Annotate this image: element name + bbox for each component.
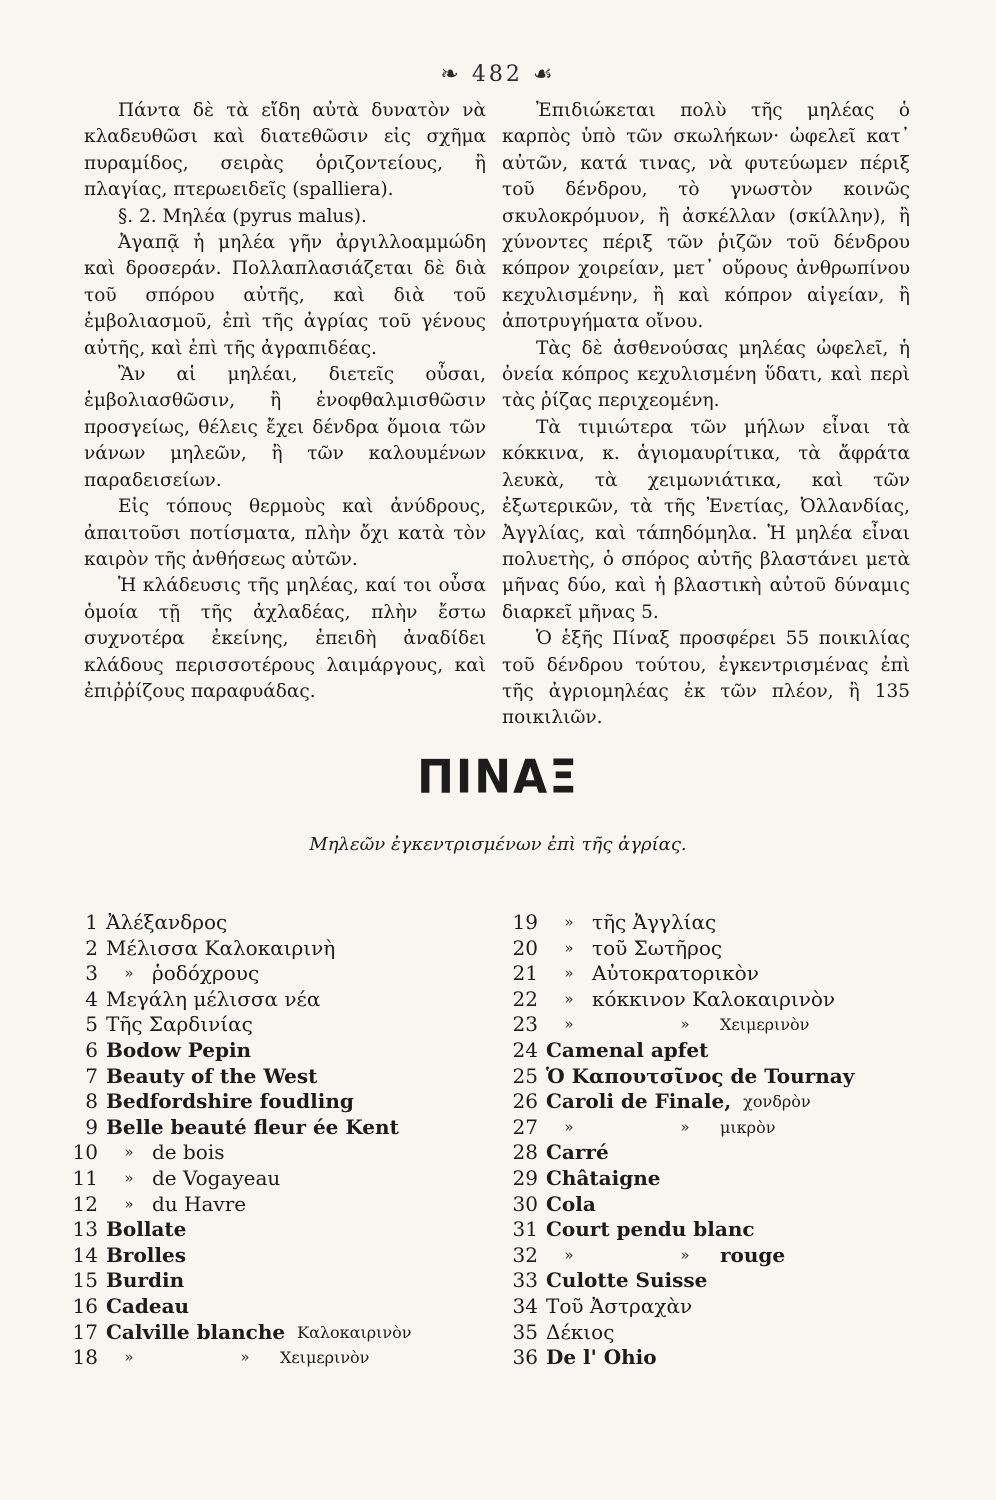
item-name: Τοῦ Ἀστραχὰν xyxy=(546,1293,693,1318)
item-name: Αὐτοκρατορικὸν xyxy=(592,961,759,986)
item-name: Τῆς Σαρδινίας xyxy=(106,1012,253,1037)
item-number: 4 xyxy=(85,986,98,1011)
item-number: 13 xyxy=(72,1217,98,1242)
item-number: 27 xyxy=(512,1114,538,1139)
list-item xyxy=(60,987,500,1013)
ditto-mark: » xyxy=(564,938,574,957)
item-number: 11 xyxy=(72,1165,98,1190)
item-name: Brolles xyxy=(106,1242,186,1267)
ornament-left: ❧ xyxy=(440,62,472,87)
item-number: 30 xyxy=(512,1191,538,1216)
item-name: Carré xyxy=(546,1140,609,1165)
list-item xyxy=(500,1038,940,1064)
item-number: 15 xyxy=(72,1268,98,1293)
list-item xyxy=(500,936,940,962)
list-item xyxy=(500,987,940,1013)
item-number: 7 xyxy=(85,1063,98,1088)
item-qualifier: rouge xyxy=(720,1242,786,1267)
item-name: de bois xyxy=(152,1140,225,1165)
list-item xyxy=(500,1192,940,1218)
paragraph: Ἂν αἱ μηλέαι, διετεῖς οὖσαι, ἐμβολιασθῶσιν, ἢ ἐνοφθαλμισθῶσιν προσγείως, θέλεις ἔχει δένδρα ὅμοια τῶν νάνων μηλεῶν, ἢ τῶν καλουμένων παραδεισείων. xyxy=(84,364,486,491)
item-name: Bedfordshire foudling xyxy=(106,1089,354,1114)
table-title: ΠΙΝΑΞ xyxy=(417,750,579,805)
list-item xyxy=(500,910,940,936)
item-name: Bodow Pepin xyxy=(106,1037,252,1062)
list-item xyxy=(500,1089,940,1115)
page-number-value: 482 xyxy=(471,62,523,87)
paragraph: Ἡ κλάδευσις τῆς μηλέας, καί τοι οὖσα ὁμοία τῇ τῆς ἀχλαδέας, πλὴν ἔστω συχνοτέρα ἐκείνης, ἐπειδὴ ἀναδίδει κλάδους περισσοτέρους λαιμάργους, καὶ ἐπιῤῥίζους παραφυάδας. xyxy=(84,575,486,702)
list-item xyxy=(60,1064,500,1090)
item-number: 24 xyxy=(512,1037,538,1062)
item-qualifier: Χειμερινὸν xyxy=(720,1015,810,1035)
ditto-mark: » xyxy=(564,989,574,1008)
item-number: 2 xyxy=(85,935,98,960)
item-qualifier: Χειμερινὸν xyxy=(280,1348,370,1368)
ornament-right: ☙ xyxy=(522,62,556,87)
item-number: 3 xyxy=(85,961,98,986)
variety-list-left xyxy=(60,910,500,1371)
item-number: 1 xyxy=(85,910,98,934)
list-item xyxy=(500,1115,940,1141)
list-item xyxy=(500,1243,940,1269)
item-name: Burdin xyxy=(106,1268,185,1293)
item-number: 31 xyxy=(512,1217,538,1242)
left-text-column xyxy=(84,98,486,705)
item-name: Δέκιος xyxy=(546,1319,615,1344)
item-number: 25 xyxy=(512,1063,538,1088)
ditto-mark: » xyxy=(124,1168,134,1187)
item-name: Ἀλέξανδρος xyxy=(106,910,228,934)
list-item xyxy=(60,1345,500,1371)
section-heading: §. 2. Μηλέα (pyrus malus). xyxy=(118,205,367,227)
item-number: 29 xyxy=(512,1165,538,1190)
list-item xyxy=(60,1243,500,1269)
item-name: Camenal apfet xyxy=(546,1037,709,1062)
ditto-mark: » xyxy=(564,1245,574,1264)
ditto-mark: » xyxy=(680,1117,690,1136)
paragraph: Ἐπιδιώκεται πολὺ τῆς μηλέας ὁ καρπὸς ὑπὸ τῶν σκωλήκων· ὠφελεῖ κατ᾽ αὐτῶν, κατά τινας, νὰ φυτεύωμεν πέριξ τοῦ δένδρου, τὸ γνωστὸν κοινῶς σκυλοκρόμυον, ἢ ἀσκέλλαν (σκίλλην), ἢ χύνοντες πέριξ τῶν ῥιζῶν τοῦ δένδρου κόπρον χοιρείαν, μετ᾽ οὔρους ἀνθρωπίνου κεχυλισμένην, ἢ καὶ κόπρον αἰγείαν, ἢ ἀποτρυγήματα οἴνου. xyxy=(502,100,910,333)
ditto-mark: » xyxy=(564,964,574,983)
paragraph: Ἀγαπᾷ ἡ μηλέα γῆν ἀργιλλοαμμώδη καὶ δροσεράν. Πολλαπλασιάζεται δὲ διὰ τοῦ σπόρου αὐτῆς, καὶ διὰ τοῦ ἐμβολιασμοῦ, ἐπὶ τῆς ἀγρίας τοῦ γένους αὐτῆς, καὶ ἐπὶ τῆς ἀγραπιδέας. xyxy=(84,232,486,359)
item-qualifier: Καλοκαιρινὸν xyxy=(297,1322,412,1342)
item-number: 8 xyxy=(85,1089,98,1114)
list-item xyxy=(500,1294,940,1320)
item-name: Court pendu blanc xyxy=(546,1217,755,1242)
item-number: 32 xyxy=(512,1242,538,1267)
ditto-mark: » xyxy=(680,1245,690,1264)
item-number: 18 xyxy=(72,1345,98,1370)
item-number: 20 xyxy=(512,935,538,960)
list-item xyxy=(60,910,500,936)
list-item xyxy=(60,1294,500,1320)
list-item xyxy=(500,1345,940,1371)
item-number: 10 xyxy=(72,1140,98,1165)
list-item xyxy=(500,1268,940,1294)
ditto-mark: » xyxy=(564,913,574,931)
item-name: κόκκινον Καλοκαιρινὸν xyxy=(592,986,836,1011)
paragraph: Ὁ ἑξῆς Πίναξ προσφέρει 55 ποικιλίας τοῦ δένδρου τούτου, ἐγκεντρισμένας ἐπὶ τῆς ἀγριομηλέας ἐκ τῶν πλέον, ἢ 135 ποικιλιῶν. xyxy=(502,628,910,729)
item-number: 17 xyxy=(72,1319,98,1344)
item-number: 16 xyxy=(72,1293,98,1318)
item-number: 33 xyxy=(512,1268,538,1293)
item-number: 19 xyxy=(512,910,538,934)
item-name: Culotte Suisse xyxy=(546,1268,708,1293)
item-name: Cadeau xyxy=(106,1293,190,1318)
item-name: Μέλισσα Καλοκαιρινὴ xyxy=(106,935,336,960)
table-subtitle: Μηλεῶν ἐγκεντρισμένων ἐπὶ τῆς ἀγρίας. xyxy=(309,834,687,855)
list-item xyxy=(500,1217,940,1243)
item-name: τῆς Ἀγγλίας xyxy=(592,910,717,934)
ditto-mark: » xyxy=(124,964,134,983)
item-number: 22 xyxy=(512,986,538,1011)
list-item xyxy=(500,1012,940,1038)
item-qualifier: χονδρὸν xyxy=(743,1092,811,1112)
list-item xyxy=(60,936,500,962)
item-name: Châtaigne xyxy=(546,1165,661,1190)
item-number: 35 xyxy=(512,1319,538,1344)
list-item xyxy=(60,1192,500,1218)
item-number: 5 xyxy=(85,1012,98,1037)
item-name: Cola xyxy=(546,1191,596,1216)
item-qualifier: μικρὸν xyxy=(720,1117,776,1137)
ditto-mark: » xyxy=(124,1143,134,1162)
list-item xyxy=(60,1115,500,1141)
list-item xyxy=(60,1217,500,1243)
list-item xyxy=(60,1166,500,1192)
list-item xyxy=(500,1320,940,1346)
paragraph: Πάντα δὲ τὰ εἴδη αὐτὰ δυνατὸν νὰ κλαδευθῶσι καὶ διατεθῶσιν εἰς σχῆμα πυραμίδος, σειρὰς ὁριζοντείους, ἢ πλαγίας, πτερωειδεῖς (spalliera). xyxy=(84,100,486,201)
list-item xyxy=(60,1268,500,1294)
item-number: 36 xyxy=(512,1345,538,1370)
item-name: Caroli de Finale, xyxy=(546,1089,732,1114)
item-name: Belle beauté fleur ée Kent xyxy=(106,1114,399,1139)
item-name: Beauty of the West xyxy=(106,1063,318,1088)
item-number: 28 xyxy=(512,1140,538,1165)
list-item xyxy=(60,1012,500,1038)
item-number: 21 xyxy=(512,961,538,986)
item-name: de Vogayeau xyxy=(152,1165,281,1190)
item-name: τοῦ Σωτῆρος xyxy=(592,935,723,960)
ditto-mark: » xyxy=(240,1348,250,1367)
list-item xyxy=(60,1038,500,1064)
list-item xyxy=(60,1140,500,1166)
item-name: Ὁ Καπουτσῖνος de Tournay xyxy=(546,1063,855,1088)
list-item xyxy=(60,961,500,987)
list-item xyxy=(500,1166,940,1192)
item-name: Μεγάλη μέλισσα νέα xyxy=(106,986,321,1011)
list-item xyxy=(60,1320,500,1346)
item-name: ῥοδόχρους xyxy=(152,961,260,986)
item-name: De l' Ohio xyxy=(546,1345,657,1370)
item-number: 26 xyxy=(512,1089,538,1114)
paragraph: Εἰς τόπους θερμοὺς καὶ ἀνύδρους, ἀπαιτοῦσι ποτίσματα, πλὴν ὄχι κατὰ τὸν καιρὸν τῆς ἀνθήσεως αὐτῶν. xyxy=(84,496,486,570)
ditto-mark: » xyxy=(680,1015,690,1034)
item-number: 14 xyxy=(72,1242,98,1267)
right-text-column xyxy=(502,98,910,732)
list-item xyxy=(500,1140,940,1166)
ditto-mark: » xyxy=(564,1015,574,1034)
item-number: 23 xyxy=(512,1012,538,1037)
list-item xyxy=(500,1064,940,1090)
ditto-mark: » xyxy=(564,1117,574,1136)
ditto-mark: » xyxy=(124,1194,134,1213)
paragraph: Τὰς δὲ ἀσθενούσας μηλέας ὠφελεῖ, ἡ ὀνεία κόπρος κεχυλισμένη ὕδατι, καὶ περὶ τὰς ῥίζας περιχεομένη. xyxy=(502,337,910,412)
item-number: 9 xyxy=(85,1114,98,1139)
ditto-mark: » xyxy=(124,1348,134,1367)
item-number: 6 xyxy=(85,1037,98,1062)
item-number: 12 xyxy=(72,1191,98,1216)
paragraph: Τὰ τιμιώτερα τῶν μήλων εἶναι τὰ κόκκινα, κ. ἁγιομαυρίτικα, τὰ ἄφράτα λευκὰ, τὰ χειμωνιάτικα, καὶ τῶν ἐξωτερικῶν, τὰ τῆς Ἐνετίας, Ὀλλανδίας, Ἀγγλίας, καὶ τάπηδόμηλα. Ἡ μηλέα εἶναι πολυετὴς, ὁ σπόρος αὐτῆς βλαστάνει μετὰ μῆνας δύο, καὶ ἡ βλαστικὴ αὐτοῦ δύναμις διαρκεῖ μῆνας 5. xyxy=(502,416,910,623)
item-number: 34 xyxy=(512,1293,538,1318)
page-number xyxy=(0,62,996,87)
list-item xyxy=(60,1089,500,1115)
item-name: Bollate xyxy=(106,1217,187,1242)
variety-list-right xyxy=(500,910,940,1371)
item-name: Calville blanche xyxy=(106,1319,286,1344)
list-item xyxy=(500,961,940,987)
item-name: du Havre xyxy=(152,1191,247,1216)
